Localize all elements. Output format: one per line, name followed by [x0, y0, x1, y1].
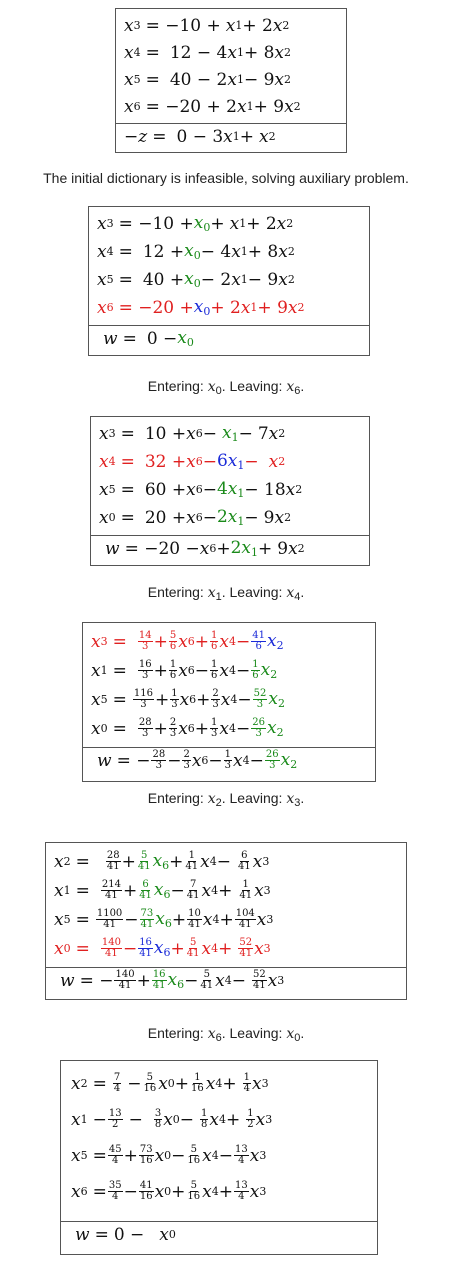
- caption-infeasible: The initial dictionary is infeasible, solving auxiliary problem.: [43, 170, 409, 186]
- dictionary-row-leaving: x 0 = $\frac{140}{41}$ − $\frac{16}{41}$ $x_6$ + $\frac{5}{41}$ x 4 + $\frac{52}{41}$ x 3: [54, 937, 271, 959]
- dictionary-pivot-3: [45, 842, 407, 1000]
- caption-step-1: Entering: $x_0$. Leaving: $x_6$.: [147, 378, 305, 397]
- dictionary-row: x 4 = 12 − 4 x 1 + 8 x 2: [124, 42, 291, 63]
- dictionary-row: x 2 = $\frac{28}{41}$ + $\frac{5}{41}$ $x_6$ + $\frac{1}{41}$ x 4 − $\frac{6}{41}$ x 3: [54, 850, 270, 872]
- dictionary-row: x 5 = 60 + x 6 − $4x_1$ − 18 x 2: [99, 479, 303, 500]
- dictionary-row: x 5 = $\frac{116}{3}$ + $\frac{1}{3}$ x 6 + $\frac{2}{3}$ x 4 − $\frac{52}{3}$ $x_2$: [91, 688, 285, 710]
- dictionary-row: x 5 = 40 + $x_0$ − 2 x 1 − 9 x 2: [97, 269, 295, 290]
- dictionary-row-leaving: x 4 = 32 + x 6 − $6x_1$ − x 2: [99, 451, 286, 472]
- objective-row: − z = 0 − 3 x 1 + x 2: [116, 123, 346, 149]
- objective-row: w = − $\frac{140}{41}$ + $\frac{16}{41}$ $x_6$ − $\frac{5}{41}$ x 4 − $\frac{52}{41}$ x 3: [46, 967, 406, 993]
- dictionary-row: x 3 = 10 + x 6 − $x_1$ − 7 x 2: [99, 423, 286, 444]
- dictionary-row: x 5 = $\frac{1100}{41}$ − $\frac{73}{41}$ $x_6$ + $\frac{10}{41}$ x 4 + $\frac{104}{41}$ x 3: [54, 908, 274, 930]
- dictionary-row: x 0 = $\frac{28}{3}$ + $\frac{2}{3}$ x 6 + $\frac{1}{3}$ x 4 − $\frac{26}{3}$ $x_2$: [91, 717, 284, 739]
- dictionary-row: x 1 = $\frac{16}{3}$ + $\frac{1}{6}$ x 6 − $\frac{1}{6}$ x 4 − $\frac{1}{6}$ $x_2$: [91, 659, 278, 681]
- dictionary-row: [116, 13, 346, 38]
- dictionary-row: x 6 = −20 + 2 x 1 + 9 x 2: [124, 96, 301, 117]
- dictionary-row-expression: x 3 = −10 + x 1 + 2 x 2: [124, 15, 290, 36]
- objective-row: w = −20 − x 6 + $2x_1$ + 9 x 2: [91, 535, 369, 561]
- dictionary-initial: [115, 8, 347, 153]
- objective-row: w = 0 − $x_0$: [89, 325, 369, 351]
- dictionary-row: x 6 = $\frac{35}{4}$ − $\frac{41}{16}$ x 0 + $\frac{5}{16}$ x 4 + $\frac{13}{4}$ x 3: [71, 1180, 267, 1202]
- dictionary-row: x 3 = −10 + $x_0$ + x 1 + 2 x 2: [97, 213, 294, 234]
- dictionary-row-leaving: x 3 = $\frac{14}{3}$ + $\frac{5}{6}$ x 6 + $\frac{1}{6}$ x 4 − $\frac{41}{6}$ $x_2$: [91, 630, 284, 652]
- dictionary-row: x 2 = $\frac{7}{4}$ − $\frac{5}{16}$ x 0 + $\frac{1}{16}$ x 4 + $\frac{1}{4}$ x 3: [71, 1072, 269, 1094]
- objective-row: w = − $\frac{28}{3}$ − $\frac{2}{3}$ x 6 − $\frac{1}{3}$ x 4 − $\frac{26}{3}$ $x_2$: [83, 747, 375, 773]
- dictionary-row: x 5 = 40 − 2 x 1 − 9 x 2: [124, 69, 291, 90]
- dictionary-pivot-4: [60, 1060, 378, 1255]
- dictionary-row: x 4 = 12 + $x_0$ − 4 x 1 + 8 x 2: [97, 241, 295, 262]
- dictionary-row: x 5 = $\frac{45}{4}$ + $\frac{73}{16}$ x 0 − $\frac{5}{16}$ x 4 − $\frac{13}{4}$ x 3: [71, 1144, 267, 1166]
- objective-row: w = 0 − x 0: [61, 1221, 377, 1247]
- caption-step-4: Entering: $x_6$. Leaving: $x_0$.: [147, 1025, 305, 1044]
- dictionary-row-leaving: x 6 = −20 + $x_0$ + 2 x 1 + 9 x 2: [97, 297, 305, 318]
- caption-step-3: Entering: $x_2$. Leaving: $x_3$.: [147, 790, 305, 809]
- caption-step-2: Entering: $x_1$. Leaving: $x_4$.: [147, 584, 305, 603]
- dictionary-row: x 0 = 20 + x 6 − $2x_1$ − 9 x 2: [99, 507, 292, 528]
- dictionary-row: x 1 − $\frac{13}{2}$ − $\frac{3}{8}$ x 0 − $\frac{1}{8}$ x 4 + $\frac{1}{2}$ x 3: [71, 1108, 273, 1130]
- dictionary-pivot-1: [90, 416, 370, 566]
- dictionary-auxiliary: [88, 206, 370, 356]
- dictionary-row: x 1 = $\frac{214}{41}$ + $\frac{6}{41}$ $x_6$ − $\frac{7}{41}$ x 4 + $\frac{1}{41}$ x 3: [54, 879, 271, 901]
- dictionary-pivot-2: [82, 622, 376, 782]
